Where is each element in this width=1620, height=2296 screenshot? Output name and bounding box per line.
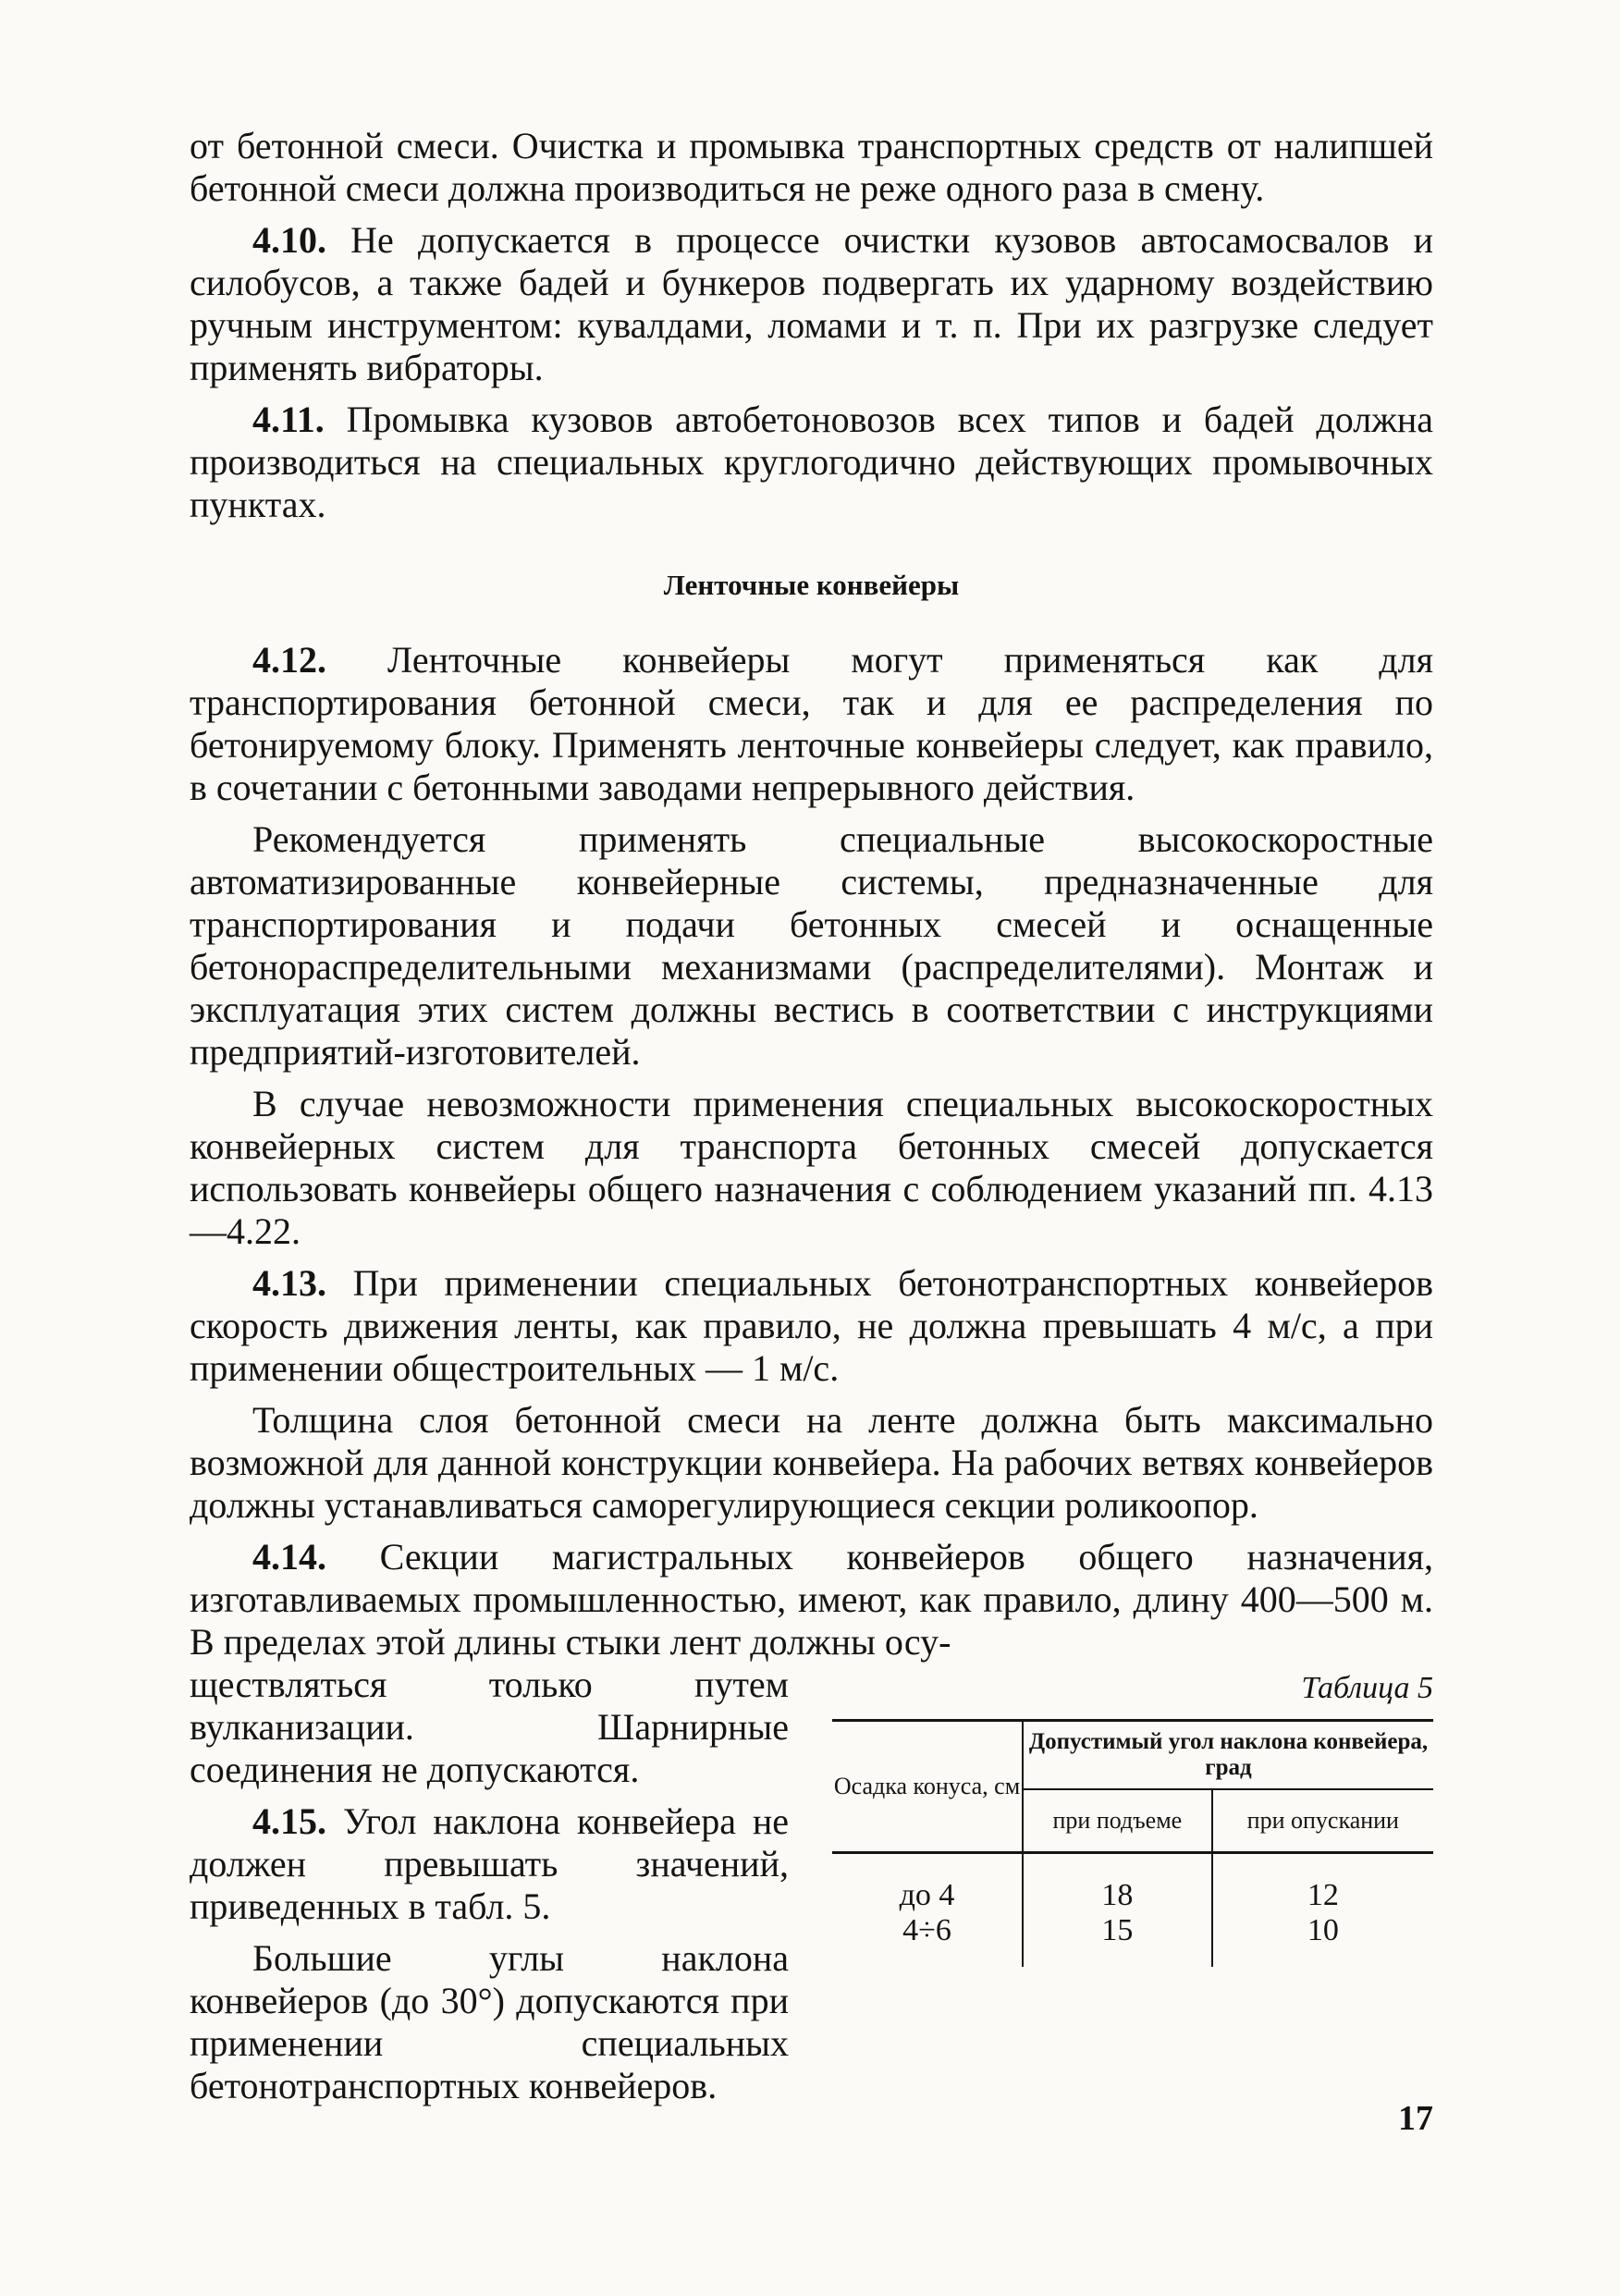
paragraph-text: Большие углы наклона конвейеров (до 30°) допускаются при применении специальных бетонотранспортных конвейеров. bbox=[190, 1937, 789, 2106]
top-paragraphs bbox=[190, 125, 1433, 526]
cell-down bbox=[1212, 1853, 1433, 1968]
paragraph-text: Не допускается в процессе очистки кузовов автосамосвалов и силобусов, а также бадей и бункеров подвергать их ударному воздействию ручным инструментом: кувалдами, ломами и т. п. При их разгрузке следует применять вибраторы. bbox=[190, 219, 1433, 388]
cell-value: до 4 bbox=[899, 1878, 955, 1912]
paragraph-4-12 bbox=[190, 639, 1433, 809]
clause-number: 4.13. bbox=[252, 1262, 326, 1304]
cell-up bbox=[1023, 1853, 1212, 1968]
paragraph-4-14 bbox=[190, 1536, 1433, 1664]
table-block bbox=[832, 1671, 1433, 1967]
header-group: Допустимый угол наклона конвейера, град bbox=[1023, 1721, 1433, 1790]
paragraph bbox=[190, 125, 1433, 210]
clause-number: 4.15. bbox=[252, 1800, 326, 1842]
paragraph-4-11 bbox=[190, 399, 1433, 526]
cell-value: 4÷6 bbox=[902, 1913, 951, 1947]
table-row bbox=[832, 1853, 1433, 1968]
paragraph-4-13 bbox=[190, 1262, 1433, 1390]
paragraph-text: Секции магистральных конвейеров общего назначения, изготавливаемых промышленностью, имеют, как правило, длину 400—500 м. В пределах этой длины стыки лент должны осу- bbox=[190, 1536, 1433, 1663]
paragraph-text: ществляться только путем вулканизации. Шарнирные соединения не допускаются. bbox=[190, 1664, 789, 1790]
cell-value: 12 bbox=[1307, 1878, 1339, 1912]
cell-value: 10 bbox=[1307, 1913, 1339, 1947]
paragraph-4-15 bbox=[190, 1800, 789, 1928]
document-page bbox=[190, 125, 1433, 2117]
paragraph bbox=[190, 1937, 789, 2107]
clause-number: 4.12. bbox=[252, 639, 326, 681]
clause-number: 4.14. bbox=[252, 1536, 326, 1578]
paragraph-text: Толщина слоя бетонной смеси на ленте должна быть максимально возможной для данной конструкции конвейера. На рабочих ветвях конвейеров должны устанавливаться саморегулирующиеся секции роликоопор. bbox=[190, 1399, 1433, 1526]
clause-number: 4.10. bbox=[252, 219, 326, 261]
paragraph-text: Ленточные конвейеры могут применяться как для транспортирования бетонной смеси, так и для ее распределения по бетонируемому блоку. Применять ленточные конвейеры следует, как правило, в сочетании с бетонными заводами непрерывного действия. bbox=[190, 639, 1433, 808]
cell-osadka bbox=[832, 1853, 1023, 1968]
paragraph-text: Промывка кузовов автобетоновозов всех типов и бадей должна производиться на специальных круглогодично действующих промывочных пунктах. bbox=[190, 399, 1433, 525]
paragraph-text: В случае невозможности применения специальных высокоскоростных конвейерных систем для транспорта бетонных смесей допускается использовать конвейеры общего назначения с соблюдением указаний пп. 4.13—4.22. bbox=[190, 1083, 1433, 1252]
paragraph-text: Рекомендуется применять специальные высокоскоростные автоматизированные конвейерные системы, предназначенные для транспортирования и подачи бетонных смесей и оснащенные бетонораспределительными механизмами (распределителями). Монтаж и эксплуатация этих систем должны вестись в соответствии с инструкциями предприятий-изготовителей. bbox=[190, 818, 1433, 1073]
incline-angle-table bbox=[832, 1719, 1433, 1967]
paragraph bbox=[190, 1664, 789, 1791]
paragraph-4-10 bbox=[190, 219, 1433, 389]
paragraph-text: от бетонной смеси. Очистка и промывка транспортных средств от налипшей бетонной смеси должна производиться не реже одного раза в смену. bbox=[190, 125, 1433, 209]
table-title: Таблица 5 bbox=[1301, 1671, 1433, 1705]
header-osadka: Осадка конуса, см bbox=[832, 1721, 1023, 1853]
paragraph bbox=[190, 818, 1433, 1074]
two-column-section bbox=[190, 1664, 1433, 2117]
left-text-column bbox=[190, 1664, 789, 2117]
clause-number: 4.11. bbox=[252, 399, 325, 440]
header-up: при подъеме bbox=[1023, 1789, 1212, 1853]
paragraph-text: Угол наклона конвейера не должен превышать значений, приведенных в табл. 5. bbox=[190, 1800, 789, 1927]
paragraph-text: При применении специальных бетонотранспортных конвейеров скорость движения ленты, как правило, не должна превышать 4 м/с, а при применении общестроительных — 1 м/с. bbox=[190, 1262, 1433, 1389]
paragraph bbox=[190, 1399, 1433, 1527]
cell-value: 18 bbox=[1101, 1878, 1134, 1912]
paragraph bbox=[190, 1083, 1433, 1253]
header-down: при опускании bbox=[1212, 1789, 1433, 1853]
middle-paragraphs bbox=[190, 639, 1433, 1664]
cell-value: 15 bbox=[1101, 1913, 1134, 1947]
section-heading: Ленточные конвейеры bbox=[663, 569, 960, 601]
page-number: 17 bbox=[1398, 2099, 1433, 2138]
